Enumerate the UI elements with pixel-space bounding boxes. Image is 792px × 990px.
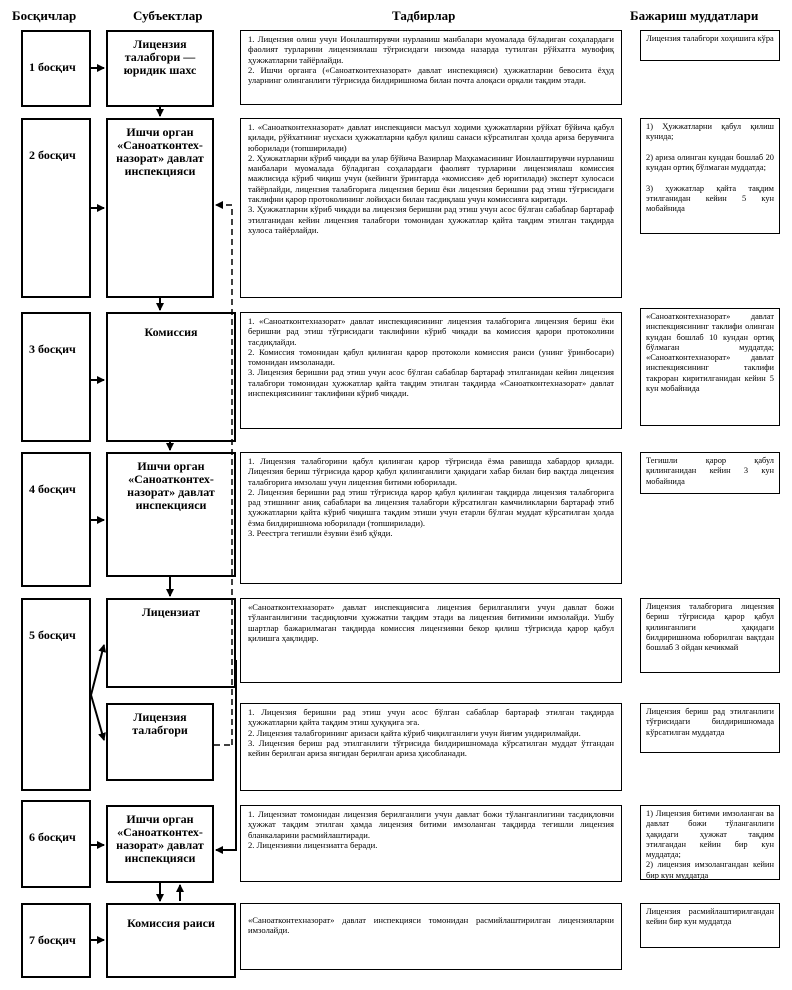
- header-deadlines: Бажариш муддатлари: [630, 8, 759, 23]
- actions-stage-2-text: 1. «Саноатконтехназорат» давлат инспекцияси масъул ходими ҳужжатларни рўйхат бўйича қабул қилади, рўйхатнинг нусхаси ҳужжатларни қабул қилиш санаси кўрсатилган ҳолда ариза берувчига юборилади (топширилади) 2. Ҳужжатларни кўриб чиқади ва улар бўйича Вазирлар Маҳкамасининг Ионлаштирувчи нурланиш манбалари муомалада бўладиган соҳалардаги фаолият турларини лицензиялаш комиссия мажлисида кўриб чиқиш учун (кейинги ўринтарда «комиссия» деб юритилади) эксперт хулосаси тайёрлайди, лицензия талабгорига лицензия бериш ёки лицензия беришни рад этиш тўғрисидаги таклифни қарор протоколининг лойиҳаси билан тасдиқлаш учун комиссияга киритади. 3. Ҳужжатларни кўриб чиқади ва лицензия беришни рад этиш учун асос бўлган сабаблар бартараф этилганидан кейин лицензия талабгори томонидан ҳужжатлар қайта тақдим этилган тақдирда хулоса тайёрлайди.: [248, 122, 614, 235]
- arrow-licensee-to-stage6: [216, 660, 236, 850]
- stage-5: 5 босқич: [21, 598, 91, 791]
- subject-commission-chairman: Комиссия раиси: [106, 903, 236, 978]
- actions-stage-1-text: 1. Лицензия олиш учун Ионлаштирувчи нурланиш манбалари муомалада бўладиган соҳалардаги фаолият турларини лицензиялаш тўғрисидаги низомда назарда тутилган рўйхатга мувофиқ ҳужжатларни тайёрлайди. 2. Ишчи органга («Саноатконтехназорат» давлат инспекцияси) ҳужжатларни бевосита ёҳуд уларнинг олинганлиги тўғрисида билдиришнома билан почта алоқаси орқали тақдим этади.: [248, 34, 614, 86]
- deadline-stage-4-text: Тегишли қарор қабул қилинганидан кейин 3 кун мобайнида: [646, 456, 774, 486]
- deadline-stage-2-text: 1) Ҳужжатларни қабул қилиш кунида; 2) ариза олинган кундан бошлаб 20 кундан ортиқ бўлмаган муддатда; 3) ҳужжатлар қайта тақдим этилганидан кейин 5 кун мобайнида: [646, 122, 774, 214]
- header-actions: Тадбирлар: [392, 8, 456, 23]
- actions-stage-6-text: 1. Лицензиат томонидан лицензия берилганлиги учун давлат божи тўланганлигини тасдиқловчи ҳужжат тақдим этилган ҳамда лицензия битими имзоланган тақдирда тегишли лицензия бланкаларини расмийлаштиради. 2. Лицензияни лицензиатга беради.: [248, 809, 614, 850]
- stage-7: 7 босқич: [21, 903, 91, 978]
- subject-licensee: Лицензиат: [106, 598, 236, 688]
- deadline-stage-3-text: «Саноатконтехназорат» давлат инспекциясининг таклифи олинган кундан бошлаб 10 кундан ортиқ бўлмаган муддатда; «Саноатконтехназорат» давлат инспекциясининг таклифи такроран киритилганидан кейин 5 кун мобайнида: [646, 312, 774, 394]
- stage-2: 2 босқич: [21, 118, 91, 298]
- deadline-stage-7-text: Лицензия расмийлаштирилгандан кейин бир кун муддатда: [646, 907, 774, 927]
- subject-applicant: Лицензия талабгори: [106, 703, 214, 781]
- actions-stage-5-applicant-text: 1. Лицензия беришни рад этиш учун асос бўлган сабаблар бартараф этилган тақдирда ҳужжатларни қайта тақдим этиш ҳуқуқига эга. 2. Лицензия талабгорининг аризаси қайта кўриб чиқилганлиги учун йиғим ундирилмайди. 3. Лицензия бериш рад этилганлиги тўғрисида билдиришномада кўрсатилган муддат ўтгандан кейин берилган ариза янгидан берилган ариза ҳисобланади.: [248, 707, 614, 759]
- stage-3: 3 босқич: [21, 312, 91, 442]
- stage-4: 4 босқич: [21, 452, 91, 587]
- stage-6: 6 босқич: [21, 800, 91, 888]
- stage-1: 1 босқич: [21, 30, 91, 107]
- arrow-stage5-licensee: [91, 645, 104, 695]
- actions-stage-5-licensee-text: «Саноатконтехназорат» давлат инспекциясига лицензия берилганлиги учун давлат божи тўланганлигини тасдиқловчи ҳужжатни тақдим этади ва лицензия битимини имзолайди. Ушбу шартлар бажарилмаган тақдирда комиссия лицензияни бекор қилиш тўғрисида қарор қабул қилишга ҳақлидир.: [248, 602, 614, 643]
- deadline-stage-1-text: Лицензия талабгори хоҳишига кўра: [646, 34, 774, 43]
- deadline-stage-5-licensee-text: Лицензия талабгорига лицензия бериш тўғрисида қарор қабул қилинганлиги ҳақидаги билдиришнома юборилган вақтдан бошлаб 3 ойдан кечикмай: [646, 602, 774, 653]
- header-stages: Босқичлар: [12, 8, 77, 23]
- subject-working-body-stage6: Ишчи орган «Саноатконтех-назорат» давлат инспекцияси: [106, 805, 214, 883]
- header-subjects: Субъектлар: [133, 8, 203, 23]
- arrow-stage5-applicant: [91, 695, 104, 740]
- subject-working-body-stage4: Ишчи орган «Саноатконтех-назорат» давлат инспекцияси: [106, 452, 236, 577]
- deadline-stage-5-applicant-text: Лицензия бериш рад этилганлиги тўғрисидаги билдиришномада кўрсатилган муддатда: [646, 707, 774, 737]
- deadline-stage-6-text: 1) Лицензия битими имзоланган ва давлат божи тўланганлиги ҳақидаги ҳужжат тақдим этилгандан кейин бир кун муддатда; 2) лицензия имзолангандан кейин бир кун муддатда: [646, 809, 774, 880]
- actions-stage-3-text: 1. «Саноатконтехназорат» давлат инспекциясининг лицензия талабгорига лицензия бериш ёки беришни рад этиш тўғрисидаги таклифини кўриб чиқади ва комиссия қарори протоколини тасдиқлайди. 2. Комиссия томонидан қабул қилинган қарор протоколи комиссия раиси (унинг ўринбосари) томонидан имзоланади. 3. Лицензия беришни рад этиш учун асос бўлган сабаблар бартараф этилганидан кейин лицензия талабгори томонидан ҳужжатлар қайта тақдим этилган тақдирда «Саноатконтехназорат» давлат инспекциясининг таклифини кўриб чиқади.: [248, 316, 614, 399]
- subject-working-body-stage2: Ишчи орган «Саноатконтех-назорат» давлат инспекцияси: [106, 118, 214, 298]
- subject-applicant-legal-entity: Лицензия талабгори — юридик шахс: [106, 30, 214, 107]
- actions-stage-7-text: «Саноатконтехназорат» давлат инспекцияси томонидан расмийлаштирилган лицензияларни имзолайди.: [248, 915, 614, 936]
- subject-commission: Комиссия: [106, 312, 236, 442]
- actions-stage-4-text: 1. Лицензия талабгорини қабул қилинган қарор тўғрисида ёзма равишда хабардор қилади. Лицензия бериш тўғрисида қарор қабул қилинганлиги ҳақидаги хабар билан бир вақтда лицензия талабгорига имзолаш учун лицензия битими юборилади. 2. Лицензия беришни рад этиш тўғрисида қарор қабул қилинган тақдирда лицензия талабгорига рад этишнинг аниқ сабаблари ва лицензия талабгори кўрсатилган камчиликларни бартараф этиб ҳужжатларни қайта кўриб чиқишга тақдим этиши учун етарли бўлган муддат кўрсатилган ҳолда ёзма билдиришнома юборилади (топширилади). 3. Реестрга тегишли ёзувни ёзиб қўяди.: [248, 456, 614, 539]
